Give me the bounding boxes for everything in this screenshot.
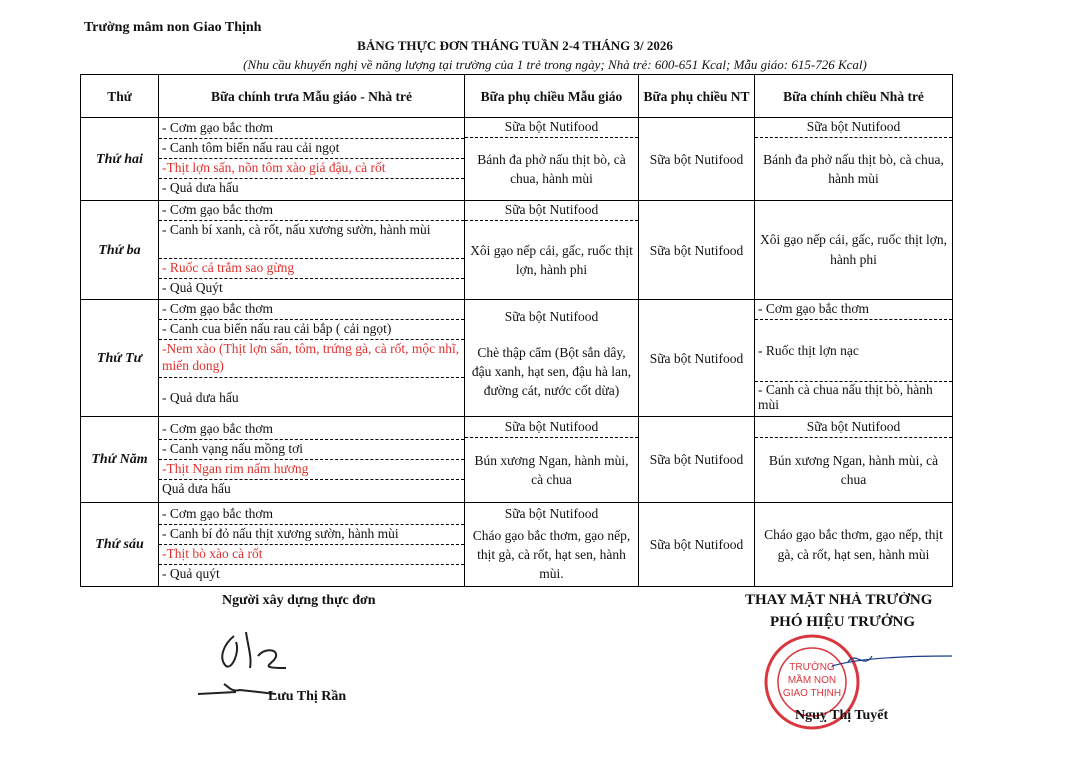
- lunch-line: - Quả Quýt: [162, 280, 223, 295]
- svg-text:GIAO THỊNH: GIAO THỊNH: [782, 688, 842, 699]
- svg-text:TRƯỜNG: TRƯỜNG: [789, 662, 835, 673]
- snack-mg-cell: [465, 118, 639, 201]
- menu-title: BẢNG THỰC ĐƠN THÁNG TUẦN 2-4 THÁNG 3/ 2026: [357, 38, 673, 53]
- lunch-line: - Cơm gạo bắc thơm: [159, 119, 464, 139]
- table-row: [81, 300, 953, 417]
- menu-author-title: Người xây dựng thực đơn: [222, 593, 376, 608]
- day-cell: Thứ hai: [81, 118, 159, 201]
- lunch-line: - Cơm gạo bắc thơm: [159, 505, 464, 525]
- header-snack-mg: Bữa phụ chiều Mẫu giáo: [465, 75, 639, 118]
- lunch-line: - Canh vạng nấu mồng tơi: [159, 440, 464, 460]
- snack-milk: Sữa bột Nutifood: [504, 308, 599, 324]
- lunch-line: - Canh tôm biển nấu rau cải ngọt: [159, 139, 464, 159]
- approver-title-2: PHÓ HIỆU TRƯỞNG: [770, 614, 916, 630]
- lunch-cell: [159, 503, 465, 587]
- lunch-line: - Cơm gạo bắc thơm: [159, 201, 464, 221]
- dinner-dish: Bánh đa phở nấu thịt bò, cà chua, hành mùi: [763, 152, 944, 186]
- snack-dish: Bánh đa phở nấu thịt bò, cà chua, hành mùi: [477, 152, 626, 186]
- lunch-line: - Canh bí đỏ nấu thịt xương sườn, hành mùi: [159, 525, 464, 545]
- snack-nt-cell: Sữa bột Nutifood: [639, 201, 755, 300]
- dinner-cell: [755, 417, 953, 503]
- lunch-line: - Quả dưa hấu: [162, 180, 239, 195]
- dinner-line: - Canh cà chua nấu thịt bò, hành mùi: [758, 382, 933, 412]
- lunch-cell: [159, 417, 465, 503]
- dinner-cell: [755, 300, 953, 417]
- snack-milk: Sữa bột Nutifood: [465, 201, 638, 221]
- menu-table: [80, 74, 953, 587]
- lunch-line: - Quả quýt: [162, 565, 220, 581]
- dinner-milk: Sữa bột Nutifood: [755, 418, 952, 438]
- snack-milk: Sữa bột Nutifood: [465, 418, 638, 438]
- snack-nt-cell: Sữa bột Nutifood: [639, 503, 755, 587]
- dinner-line: - Cơm gạo bắc thơm: [755, 300, 952, 320]
- lunch-line: - Cơm gạo bắc thơm: [159, 300, 464, 320]
- table-row: [81, 417, 953, 503]
- snack-dish: Chè thập cẩm (Bột sắn dây, đậu xanh, hạt sen, đậu hà lan, đường cát, nước cốt dừa): [471, 344, 632, 398]
- dinner-cell: [755, 118, 953, 201]
- lunch-line: -Thịt bò xào cà rốt: [159, 545, 464, 565]
- header-dinner-nt: Bữa chính chiều Nhà trẻ: [755, 75, 953, 118]
- header-snack-nt: Bữa phụ chiều NT: [639, 75, 755, 118]
- lunch-line: -Nem xào (Thịt lợn sấn, tôm, trứng gà, cà rốt, mộc nhĩ, miến dong): [159, 340, 464, 378]
- day-cell: Thứ ba: [81, 201, 159, 300]
- snack-nt-cell: Sữa bột Nutifood: [639, 118, 755, 201]
- snack-dish: Bún xương Ngan, hành mùi, cà chua: [474, 452, 629, 487]
- day-cell: Thứ sáu: [81, 503, 159, 587]
- dinner-line: - Ruốc thịt lợn nạc: [755, 320, 952, 382]
- menu-author-name: Lưu Thị Rần: [268, 689, 347, 704]
- snack-nt-cell: Sữa bột Nutifood: [639, 417, 755, 503]
- table-row: [81, 118, 953, 201]
- snack-dish: Xôi gạo nếp cái, gấc, ruốc thịt lợn, hành phi: [470, 243, 633, 277]
- day-cell: Thứ Năm: [81, 417, 159, 503]
- menu-subtitle: (Nhu cầu khuyến nghị về năng lượng tại trường của 1 trẻ trong ngày; Nhà trẻ: 600-651 Kcal; Mẫu giáo: 615-726 Kcal): [243, 57, 867, 72]
- dinner-dish: Bún xương Ngan, hành mùi, cà chua: [768, 452, 939, 487]
- lunch-cell: [159, 300, 465, 417]
- lunch-line: - Canh cua biển nấu rau cải bắp ( cải ngọt): [159, 320, 464, 340]
- snack-nt-cell: Sữa bột Nutifood: [639, 300, 755, 417]
- snack-mg-cell: [465, 300, 639, 417]
- lunch-line: - Canh bí xanh, cà rốt, nấu xương sườn, hành mùi: [159, 221, 464, 259]
- table-header-row: [81, 75, 953, 118]
- day-cell: Thứ Tư: [81, 300, 159, 417]
- dinner-cell: Cháo gạo bắc thơm, gạo nếp, thịt gà, cà rốt, hạt sen, hành mùi: [755, 503, 953, 587]
- approver-name: Nguỵ Thị Tuyết: [795, 708, 889, 723]
- table-row: [81, 201, 953, 300]
- lunch-line: Quả dưa hấu: [162, 480, 231, 496]
- svg-text:MẦM NON: MẦM NON: [787, 675, 837, 686]
- dinner-milk: Sữa bột Nutifood: [755, 118, 952, 138]
- lunch-line: - Cơm gạo bắc thơm: [159, 420, 464, 440]
- snack-mg-cell: [465, 201, 639, 300]
- school-name: Trường mâm non Giao Thịnh: [84, 20, 262, 35]
- lunch-line: - Quả dưa hấu: [162, 389, 239, 405]
- table-row: [81, 503, 953, 587]
- header-lunch: Bữa chính trưa Mẫu giáo - Nhà trẻ: [159, 75, 465, 118]
- snack-mg-cell: [465, 503, 639, 587]
- lunch-line: -Thịt Ngan rim nấm hương: [159, 460, 464, 480]
- snack-mg-cell: [465, 417, 639, 503]
- lunch-line: - Ruốc cá trắm sao gừng: [159, 259, 464, 279]
- lunch-cell: [159, 201, 465, 300]
- lunch-line: -Thịt lợn sấn, nõn tôm xào giá đậu, cà rốt: [159, 159, 464, 179]
- snack-dish: Cháo gạo bắc thơm, gạo nếp, thịt gà, cà rốt, hạt sen, hành mùi.: [472, 528, 631, 581]
- dinner-cell: Xôi gạo nếp cái, gấc, ruốc thịt lợn, hành phi: [755, 201, 953, 300]
- lunch-cell: [159, 118, 465, 201]
- header-day: Thứ: [81, 75, 159, 118]
- snack-milk: Sữa bột Nutifood: [504, 506, 599, 521]
- snack-milk: Sữa bột Nutifood: [465, 118, 638, 138]
- approver-title-1: THAY MẶT NHÀ TRƯỜNG: [745, 592, 933, 608]
